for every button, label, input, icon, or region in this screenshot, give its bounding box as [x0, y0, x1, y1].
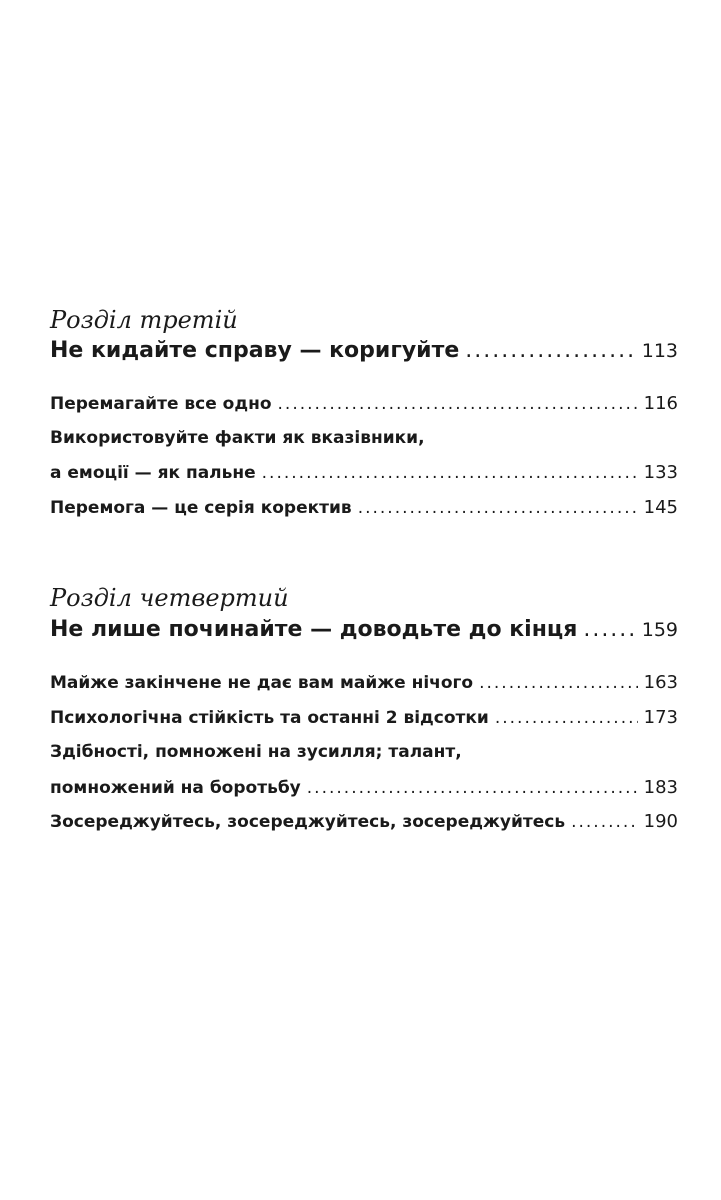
chapter-title: Не лише починайте — доводьте до кінця: [50, 617, 578, 642]
dot-leader: [278, 394, 638, 414]
page-number: 163: [643, 672, 678, 693]
dot-leader: [307, 778, 638, 798]
page-number: 173: [643, 707, 678, 728]
chapter-label: Розділ четвертий: [50, 584, 289, 612]
entry-title: Здібності, помножені на зусилля; талант,: [50, 742, 462, 762]
dot-leader: [495, 708, 638, 728]
entry-title: Майже закінчене не дає вам майже нічого: [50, 673, 474, 693]
entry-title: Перемагайте все одно: [50, 394, 272, 414]
page-number: 190: [643, 811, 678, 832]
toc-entry: [50, 497, 678, 521]
chapter-heading: [50, 338, 678, 366]
toc-entry: [50, 672, 678, 696]
toc-entry: [50, 462, 678, 486]
dot-leader: [571, 812, 638, 832]
entry-title: Психологічна стійкість та останні 2 відсотки: [50, 708, 489, 728]
page-number: 159: [641, 619, 678, 641]
entry-title: Зосереджуйтесь, зосереджуйтесь, зосереджуйтесь: [50, 812, 566, 832]
page-number: 133: [643, 462, 678, 483]
dot-leader: [583, 617, 635, 642]
toc-entry-line: [50, 428, 678, 452]
dot-leader: [479, 673, 638, 693]
entry-title: помножений на боротьбу: [50, 778, 301, 798]
chapter-label: Розділ третій: [50, 306, 238, 334]
toc-entry: [50, 393, 678, 417]
dot-leader: [262, 463, 638, 483]
toc-entry-line: [50, 742, 678, 766]
entry-title: Використовуйте факти як вказівники,: [50, 428, 425, 448]
page-number: 113: [641, 340, 678, 362]
page-number: 116: [643, 393, 678, 414]
toc-entry: [50, 707, 678, 731]
page-number: 183: [643, 777, 678, 798]
toc-entry: [50, 777, 678, 801]
entry-title: а емоції — як пальне: [50, 463, 256, 483]
page-number: 145: [643, 497, 678, 518]
dot-leader: [358, 498, 638, 518]
chapter-heading: [50, 617, 678, 645]
dot-leader: [465, 338, 635, 363]
chapter-title: Не кидайте справу — коригуйте: [50, 338, 460, 363]
entry-title: Перемога — це серія коректив: [50, 498, 352, 518]
toc-entry: [50, 811, 678, 835]
